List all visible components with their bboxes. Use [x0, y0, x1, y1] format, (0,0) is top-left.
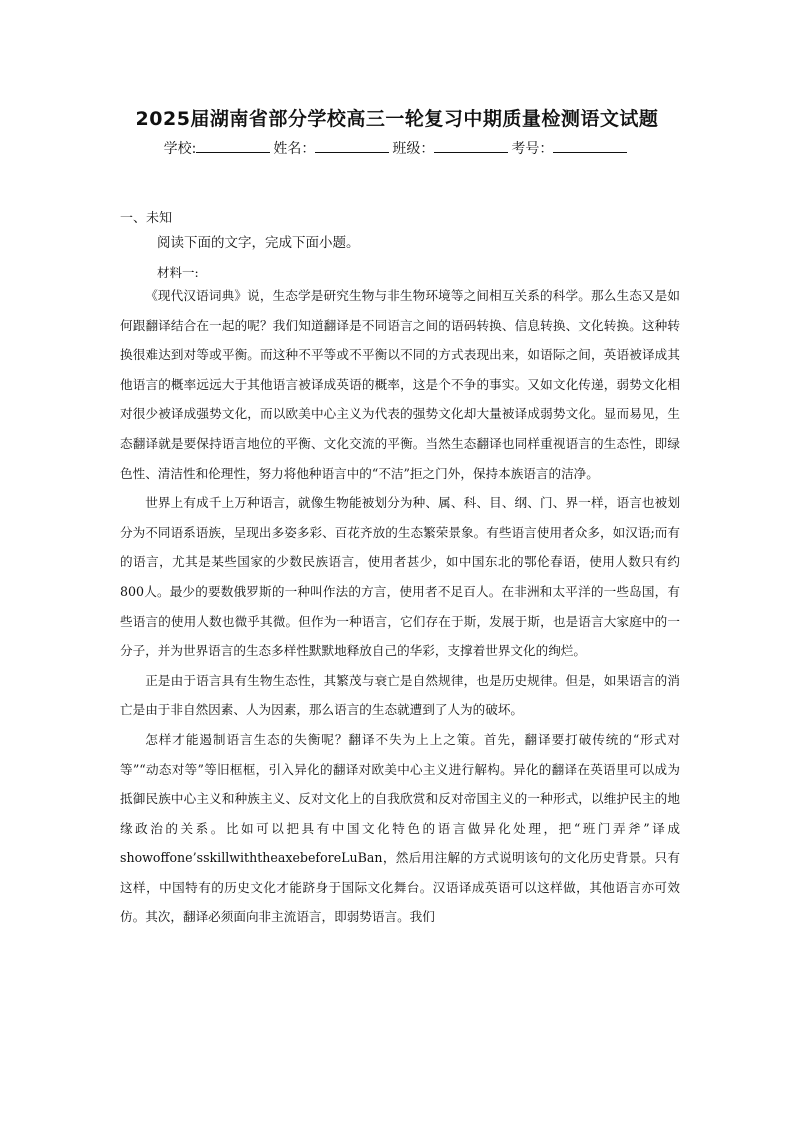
passage-paragraph: 世界上有成千上万种语言，就像生物能被划分为种、属、科、目、纲、门、界一样，语言也被划分为不同语系语族，呈现出多姿多彩、百花齐放的生态繁荣景象。有些语言使用者众多，如汉语;而有的语言，尤其是某些国家的少数民族语言，使用者甚少，如中国东北的鄂伦春语，使用人数只有约800人。最少的要数俄罗斯的一种叫作法的方言，使用者不足百人。在非洲和太平洋的一些岛国，有些语言的使用人数也微乎其微。但作为一种语言，它们存在于斯，发展于斯，也是语言大家庭中的一分子，并为世界语言的生态多样性默默地释放自己的华彩，支撑着世界文化的绚烂。 — [120, 495, 680, 659]
passage-body — [120, 281, 680, 932]
name-blank[interactable] — [315, 139, 389, 153]
passage-paragraph: 正是由于语言具有生物生态性，其繁茂与衰亡是自然规律，也是历史规律。但是，如果语言的消亡是由于非自然因素、人为因素，那么语言的生态就遭到了人为的破坏。 — [120, 672, 680, 718]
field-label: 考号： — [511, 141, 554, 157]
field-label: 姓名： — [273, 141, 316, 157]
passage-paragraph: 《现代汉语词典》说，生态学是研究生物与非生物环境等之间相互关系的科学。那么生态又是如何跟翻译结合在一起的呢？我们知道翻译是不同语言之间的语码转换、信息转换、文化转换。这种转换很难达到对等或平衡。而这种不平等或不平衡以不同的方式表现出来，如语际之间，英语被译成其他语言的概率远远大于其他语言被译成英语的概率，这是个不争的事实。又如文化传递，弱势文化相对很少被译成强势文化，而以欧美中心主义为代表的强势文化却大量被译成弱势文化。显而易见，生态翻译就是要保持语言地位的平衡、文化交流的平衡。当然生态翻译也同样重视语言的生态性，即绿色性、清洁性和伦理性，努力将他种语言中的“不洁”拒之门外，保持本族语言的洁净。 — [120, 288, 680, 481]
field-exam-number — [511, 138, 630, 158]
section-heading: 一、未知 — [120, 211, 173, 226]
field-class — [392, 138, 511, 158]
passage-paragraph: 怎样才能遏制语言生态的失衡呢？翻译不失为上上之策。首先，翻译要打破传统的“形式对等”“动态对等”等旧框框，引入异化的翻译对欧美中心主义进行解构。异化的翻译在英语里可以成为抵御民族中心主义和种族主义、反对文化上的自我欣赏和反对帝国主义的一种形式，以维护民主的地缘政治的关系。比如可以把具有中国文化特色的语言做异化处理，把“班门弄斧”译成showoffone’sskillwiththeaxebeforeLuBan，然后用注解的方式说明该句的文化历史背景。只有这样，中国特有的历史文化才能跻身于国际文化舞台。汉语译成英语可以这样做，其他语言亦可效仿。其次，翻译必须面向非主流语言，即弱势语言。我们 — [120, 731, 680, 925]
field-school — [164, 138, 274, 158]
field-label: 班级： — [392, 141, 435, 157]
exam-number-blank[interactable] — [553, 139, 627, 153]
reading-instruction: 阅读下面的文字，完成下面小题。 — [157, 235, 360, 251]
field-name — [273, 138, 392, 158]
class-blank[interactable] — [434, 139, 508, 153]
material-label: 材料一: — [157, 265, 199, 280]
exam-title: 2025届湖南省部分学校高三一轮复习中期质量检测语文试题 — [135, 108, 659, 130]
student-info-fields — [0, 138, 794, 158]
field-label: 学校: — [163, 141, 197, 157]
school-blank[interactable] — [196, 139, 270, 153]
